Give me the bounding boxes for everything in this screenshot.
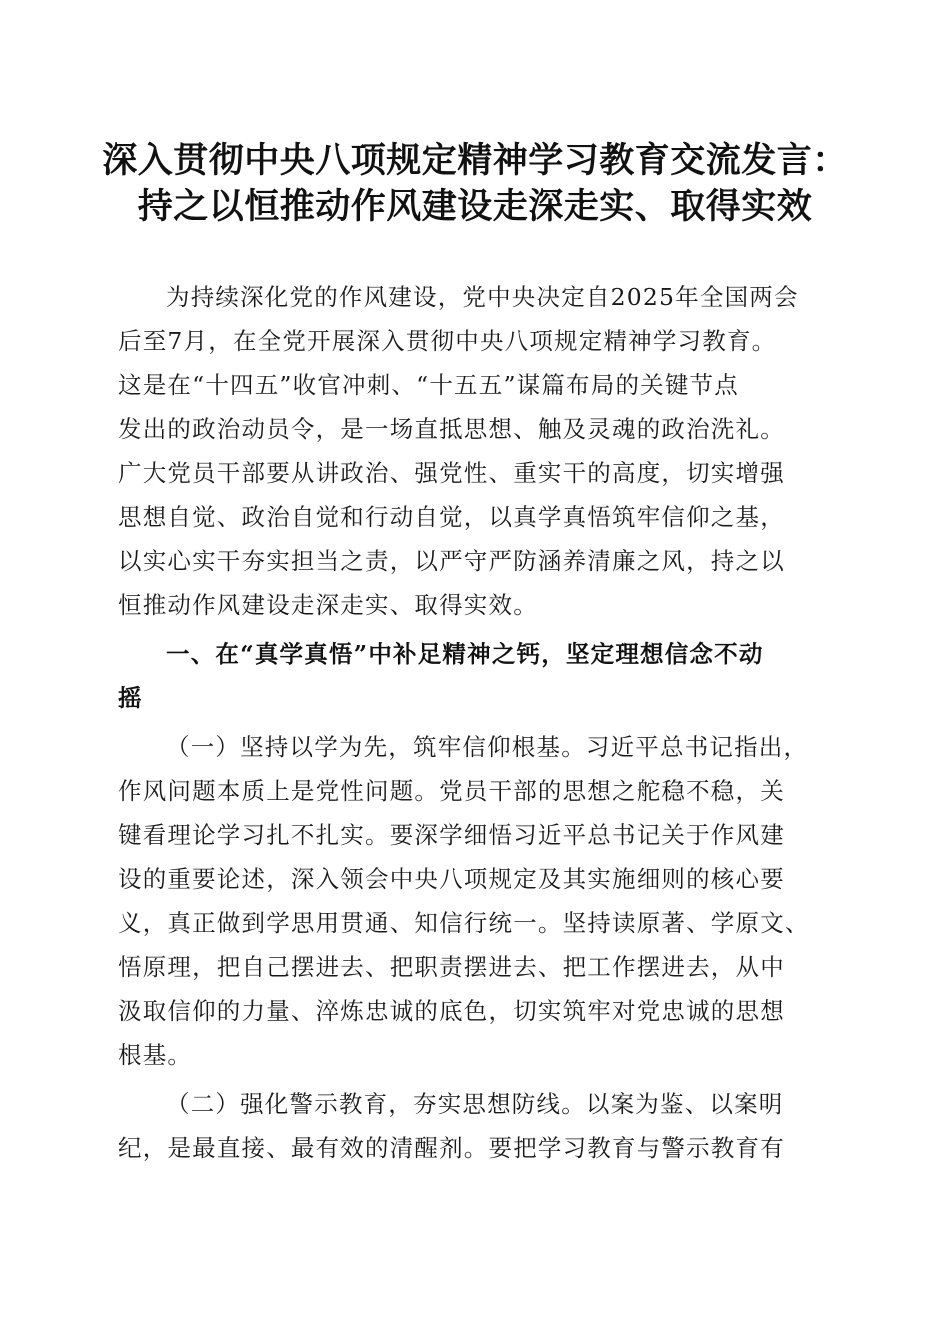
text-line: 设的重要论述，深入领会中央八项规定及其实施细则的核心要 <box>118 865 785 893</box>
text-line: 恒推动作风建设走深走实、取得实效。 <box>118 591 538 619</box>
text-line: 键看理论学习扎不扎实。要深学细悟习近平总书记关于作风建 <box>118 821 785 849</box>
section-heading: 一、在“真学真悟”中补足精神之钙，坚定理想信念不动 <box>166 640 764 668</box>
text-line: 作风问题本质上是党性问题。党员干部的思想之舵稳不稳，关 <box>118 777 785 805</box>
text-line: 广大党员干部要从讲政治、强党性、重实干的高度，切实增强 <box>118 459 785 487</box>
text-line: 汲取信仰的力量、淬炼忠诚的底色，切实筑牢对党忠诚的思想 <box>118 997 785 1025</box>
text-line: 根基。 <box>118 1041 193 1069</box>
text-line: 悟原理，把自己摆进去、把职责摆进去、把工作摆进去，从中 <box>118 953 785 981</box>
text-line: 这是在“十四五”收官冲刺、“十五五”谋篇布局的关键节点 <box>118 371 739 399</box>
text-line: 以实心实干夯实担当之责，以严守严防涵养清廉之风，持之以 <box>118 547 785 575</box>
text-line: （二）强化警示教育，夯实思想防线。以案为鉴、以案明 <box>166 1090 784 1118</box>
text-line: （一）坚持以学为先，筑牢信仰根基。习近平总书记指出， <box>166 733 809 761</box>
text-line: 义，真正做到学思用贯通、知信行统一。坚持读原著、学原文、 <box>118 909 810 937</box>
text-line: 后至7月，在全党开展深入贯彻中央八项规定精神学习教育。 <box>118 327 777 355</box>
text-line: 为持续深化党的作风建设，党中央决定自2025年全国两会 <box>166 283 799 311</box>
text-line: 纪，是最直接、最有效的清醒剂。要把学习教育与警示教育有 <box>118 1134 785 1162</box>
text-line: 发出的政治动员令，是一场直抵思想、触及灵魂的政治洗礼。 <box>118 415 785 443</box>
document-title-line-1: 深入贯彻中央八项规定精神学习教育交流发言： <box>102 140 848 181</box>
section-heading: 摇 <box>118 684 143 712</box>
document-title-line-2: 持之以恒推动作风建设走深走实、取得实效 <box>137 186 813 227</box>
text-line: 思想自觉、政治自觉和行动自觉，以真学真悟筑牢信仰之基， <box>118 503 785 531</box>
